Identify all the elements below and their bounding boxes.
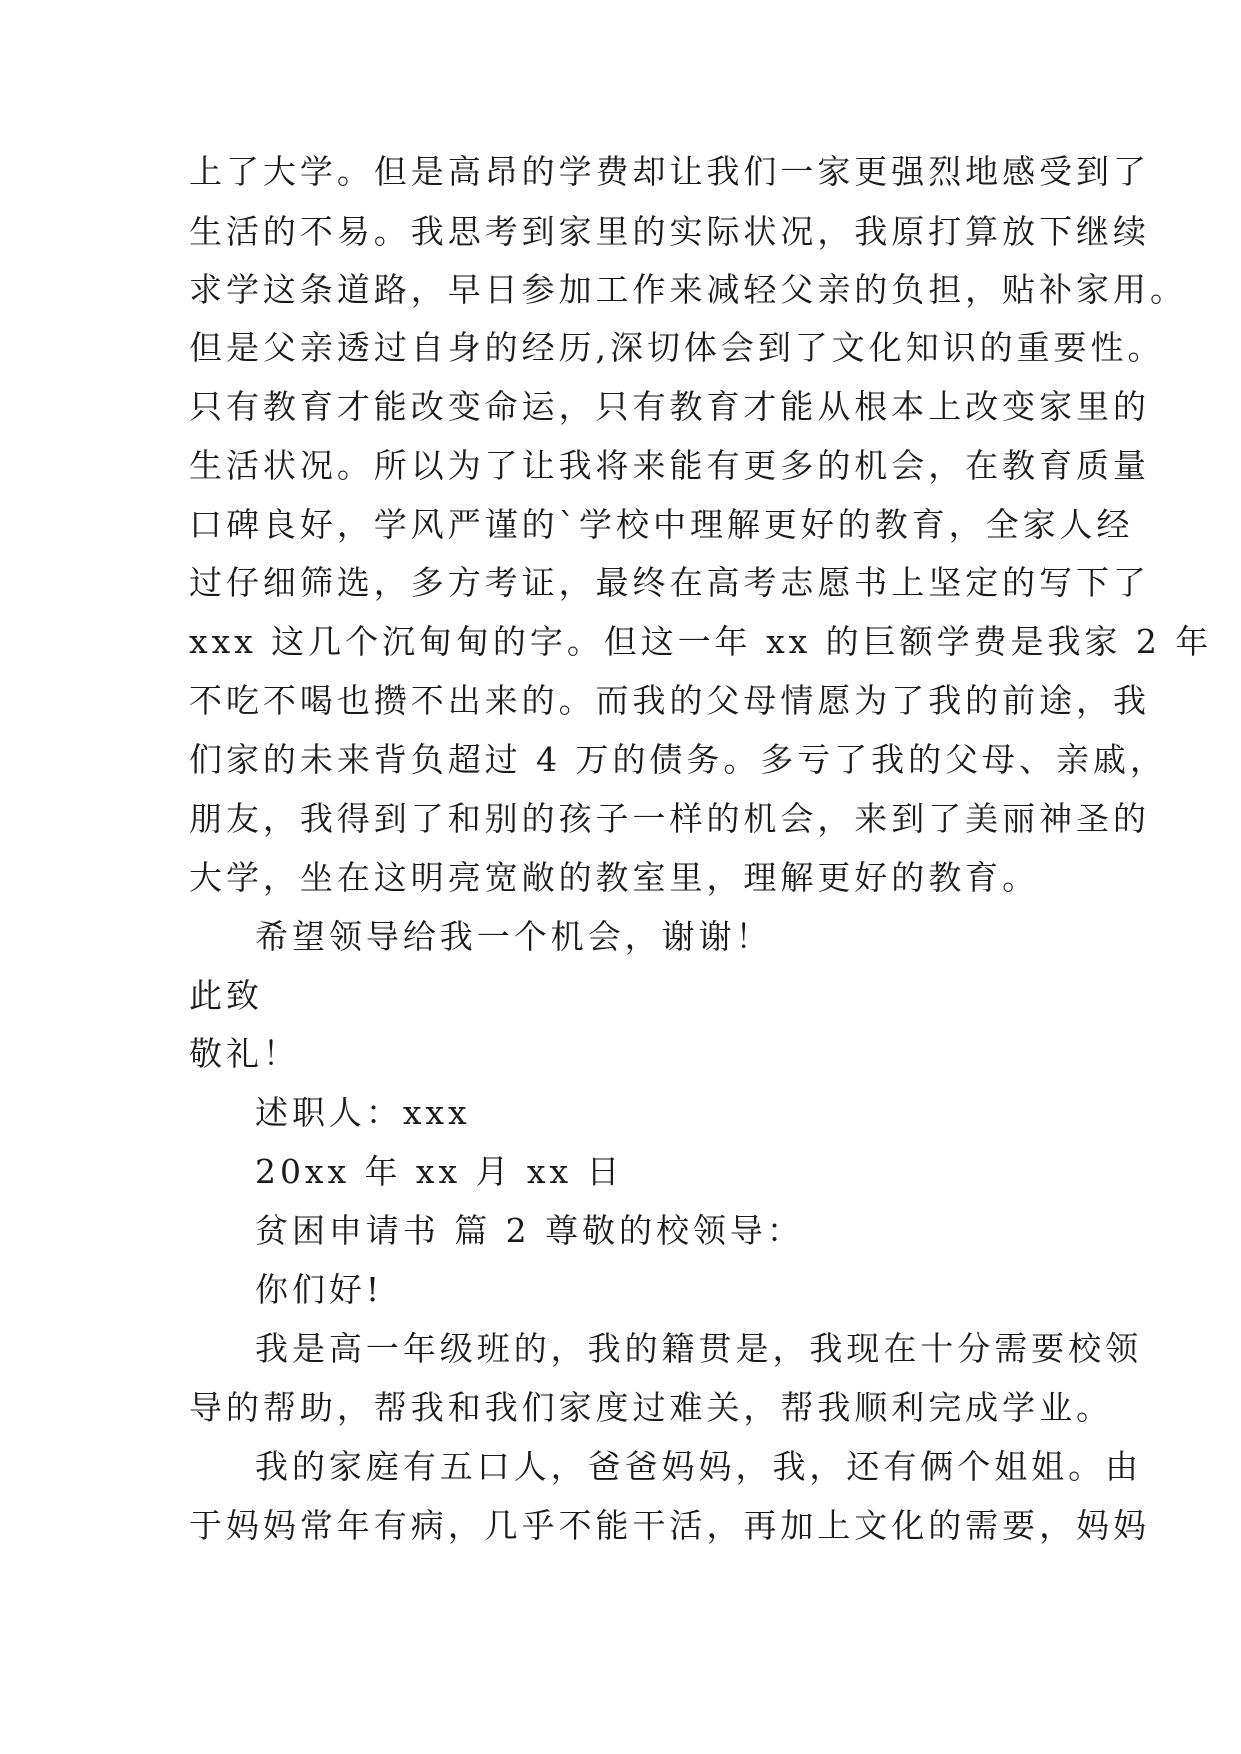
- body-text-line: 口碑良好，学风严谨的`学校中理解更好的教育，全家人经: [189, 505, 1134, 544]
- body-text-line: 生活的不易。我思考到家里的实际状况，我原打算放下继续: [189, 212, 1150, 251]
- body-text-line: 我是高一年级班的，我的籍贯是，我现在十分需要校领: [255, 1329, 1143, 1368]
- body-text-line: xxx 这几个沉甸甸的字。但这一年 xx 的巨额学费是我家 2 年: [189, 622, 1213, 661]
- body-text-line: 我的家庭有五口人，爸爸妈妈，我，还有俩个姐姐。由: [255, 1447, 1143, 1486]
- body-text-line: 朋友，我得到了和别的孩子一样的机会，来到了美丽神圣的: [189, 799, 1150, 838]
- closing-request-line: 希望领导给我一个机会，谢谢！: [255, 917, 773, 956]
- body-text-line: 过仔细筛选，多方考证，最终在高考志愿书上坚定的写下了: [189, 563, 1150, 602]
- signer-line: 述职人：xxx: [255, 1093, 471, 1132]
- section-heading: 贫困申请书 篇 2 尊敬的校领导：: [255, 1211, 804, 1250]
- body-text-line: 生活状况。所以为了让我将来能有更多的机会，在教育质量: [189, 446, 1150, 485]
- salutation-jingli: 敬礼！: [189, 1034, 300, 1073]
- greeting-line: 你们好!: [255, 1270, 384, 1309]
- body-text-line: 导的帮助，帮我和我们家度过难关，帮我顺利完成学业。: [189, 1388, 1113, 1427]
- body-text-line: 但是父亲透过自身的经历,深切体会到了文化知识的重要性。: [189, 328, 1165, 367]
- body-text-line: 只有教育才能改变命运，只有教育才能从根本上改变家里的: [189, 387, 1150, 426]
- body-text-line: 大学，坐在这明亮宽敞的教室里，理解更好的教育。: [189, 858, 1040, 897]
- date-line: 20xx 年 xx 月 xx 日: [255, 1152, 624, 1191]
- body-text-line: 求学这条道路，早日参加工作来减轻父亲的负担，贴补家用。: [189, 270, 1187, 309]
- body-text-line: 不吃不喝也攒不出来的。而我的父母情愿为了我的前途，我: [189, 681, 1150, 720]
- body-text-line: 上了大学。但是高昂的学费却让我们一家更强烈地感受到了: [189, 152, 1150, 191]
- salutation-cizhi: 此致: [189, 976, 263, 1015]
- body-text-line: 于妈妈常年有病，几乎不能干活，再加上文化的需要，妈妈: [189, 1506, 1150, 1545]
- body-text-line: 们家的未来背负超过 4 万的债务。多亏了我的父母、亲戚，: [189, 740, 1167, 779]
